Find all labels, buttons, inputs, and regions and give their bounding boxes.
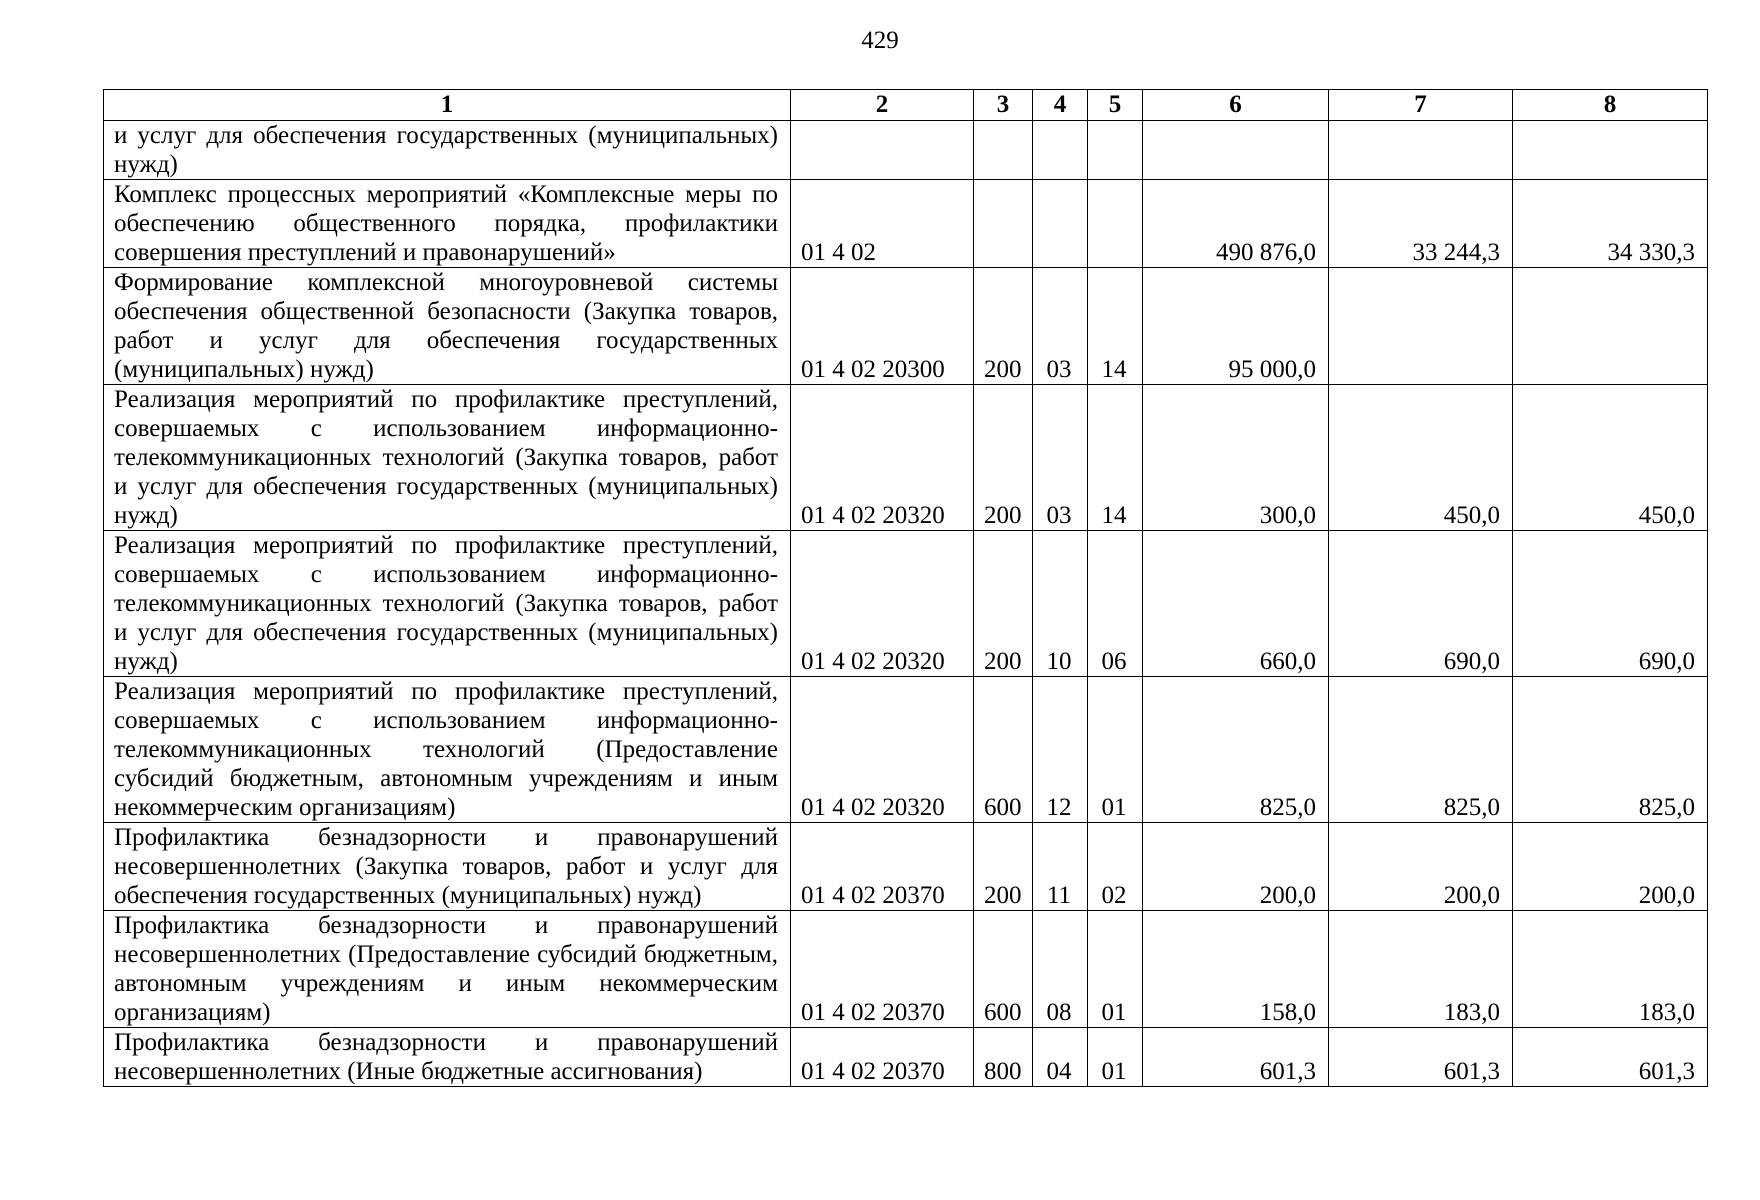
row-code: 01 4 02 xyxy=(791,180,974,268)
row-col-6: 158,0 xyxy=(1143,911,1329,1028)
row-col-6: 95 000,0 xyxy=(1143,268,1329,385)
header-col-7: 7 xyxy=(1329,90,1513,121)
row-code: 01 4 02 20300 xyxy=(791,268,974,385)
row-col-5: 02 xyxy=(1088,823,1143,911)
row-col-3: 200 xyxy=(974,385,1033,531)
row-col-4 xyxy=(1033,180,1088,268)
table-row xyxy=(104,268,1708,385)
row-col-4: 08 xyxy=(1033,911,1088,1028)
row-description: Формирование комплексной многоуровневой системы обеспечения общественной безопасности (Закупка товаров, работ и услуг для обеспечения государственных (муниципальных) нужд) xyxy=(104,268,791,385)
row-col-5: 01 xyxy=(1088,911,1143,1028)
row-description: Профилактика безнадзорности и правонарушений несовершеннолетних (Иные бюджетные ассигнования) xyxy=(104,1028,791,1087)
row-col-5: 06 xyxy=(1088,531,1143,677)
table-row xyxy=(104,1028,1708,1087)
row-col-5: 01 xyxy=(1088,677,1143,823)
table-row xyxy=(104,531,1708,677)
header-col-8: 8 xyxy=(1513,90,1708,121)
page-number: 429 xyxy=(861,27,899,54)
row-col-6: 825,0 xyxy=(1143,677,1329,823)
row-col-6: 200,0 xyxy=(1143,823,1329,911)
row-col-3: 200 xyxy=(974,531,1033,677)
row-col-6: 490 876,0 xyxy=(1143,180,1329,268)
row-col-3: 200 xyxy=(974,823,1033,911)
row-col-4 xyxy=(1033,121,1088,180)
header-col-6: 6 xyxy=(1143,90,1329,121)
row-col-8 xyxy=(1513,268,1708,385)
row-col-4: 10 xyxy=(1033,531,1088,677)
row-col-3: 800 xyxy=(974,1028,1033,1087)
row-code: 01 4 02 20370 xyxy=(791,1028,974,1087)
header-col-1: 1 xyxy=(104,90,791,121)
row-col-8 xyxy=(1513,121,1708,180)
row-col-7: 450,0 xyxy=(1329,385,1513,531)
row-code: 01 4 02 20370 xyxy=(791,911,974,1028)
budget-table xyxy=(103,89,1708,1087)
row-col-8: 34 330,3 xyxy=(1513,180,1708,268)
header-col-4: 4 xyxy=(1033,90,1088,121)
row-col-8: 690,0 xyxy=(1513,531,1708,677)
row-col-4: 03 xyxy=(1033,268,1088,385)
table-row xyxy=(104,180,1708,268)
row-col-7: 601,3 xyxy=(1329,1028,1513,1087)
row-col-5 xyxy=(1088,121,1143,180)
row-col-6: 601,3 xyxy=(1143,1028,1329,1087)
row-col-4: 03 xyxy=(1033,385,1088,531)
table-row xyxy=(104,385,1708,531)
row-description: и услуг для обеспечения государственных (муниципальных) нужд) xyxy=(104,121,791,180)
table-row xyxy=(104,121,1708,180)
row-code: 01 4 02 20370 xyxy=(791,823,974,911)
row-col-3: 600 xyxy=(974,677,1033,823)
header-col-2: 2 xyxy=(791,90,974,121)
row-code: 01 4 02 20320 xyxy=(791,531,974,677)
row-description: Реализация мероприятий по профилактике преступлений, совершаемых с использованием информационно-телекоммуникационных технологий (Закупка товаров, работ и услуг для обеспечения государственных (муниципальных) нужд) xyxy=(104,385,791,531)
row-code: 01 4 02 20320 xyxy=(791,677,974,823)
row-description: Реализация мероприятий по профилактике преступлений, совершаемых с использованием информационно-телекоммуникационных технологий (Предоставление субсидий бюджетным, автономным учреждениям и иным некоммерческим организациям) xyxy=(104,677,791,823)
row-col-8: 200,0 xyxy=(1513,823,1708,911)
row-col-6 xyxy=(1143,121,1329,180)
row-description: Профилактика безнадзорности и правонарушений несовершеннолетних (Предоставление субсидий бюджетным, автономным учреждениям и иным некоммерческим организациям) xyxy=(104,911,791,1028)
row-col-4: 04 xyxy=(1033,1028,1088,1087)
row-col-3 xyxy=(974,121,1033,180)
row-col-8: 450,0 xyxy=(1513,385,1708,531)
row-description: Реализация мероприятий по профилактике преступлений, совершаемых с использованием информационно-телекоммуникационных технологий (Закупка товаров, работ и услуг для обеспечения государственных (муниципальных) нужд) xyxy=(104,531,791,677)
row-description: Профилактика безнадзорности и правонарушений несовершеннолетних (Закупка товаров, работ и услуг для обеспечения государственных (муниципальных) нужд) xyxy=(104,823,791,911)
row-col-8: 183,0 xyxy=(1513,911,1708,1028)
row-col-3 xyxy=(974,180,1033,268)
row-col-7: 200,0 xyxy=(1329,823,1513,911)
row-col-3: 200 xyxy=(974,268,1033,385)
row-col-5: 14 xyxy=(1088,385,1143,531)
table-row xyxy=(104,823,1708,911)
row-col-3: 600 xyxy=(974,911,1033,1028)
row-col-7: 183,0 xyxy=(1329,911,1513,1028)
row-col-5: 14 xyxy=(1088,268,1143,385)
row-col-7: 33 244,3 xyxy=(1329,180,1513,268)
row-code: 01 4 02 20320 xyxy=(791,385,974,531)
header-col-3: 3 xyxy=(974,90,1033,121)
row-col-8: 601,3 xyxy=(1513,1028,1708,1087)
row-col-6: 300,0 xyxy=(1143,385,1329,531)
row-col-5 xyxy=(1088,180,1143,268)
row-description: Комплекс процессных мероприятий «Комплексные меры по обеспечению общественного порядка, профилактики совершения преступлений и правонарушений» xyxy=(104,180,791,268)
table-row xyxy=(104,911,1708,1028)
row-col-8: 825,0 xyxy=(1513,677,1708,823)
header-row xyxy=(104,90,1708,121)
row-col-4: 11 xyxy=(1033,823,1088,911)
row-col-7: 825,0 xyxy=(1329,677,1513,823)
header-col-5: 5 xyxy=(1088,90,1143,121)
table-row xyxy=(104,677,1708,823)
row-col-7 xyxy=(1329,121,1513,180)
row-col-7 xyxy=(1329,268,1513,385)
row-col-4: 12 xyxy=(1033,677,1088,823)
row-col-5: 01 xyxy=(1088,1028,1143,1087)
row-col-7: 690,0 xyxy=(1329,531,1513,677)
row-code xyxy=(791,121,974,180)
row-col-6: 660,0 xyxy=(1143,531,1329,677)
